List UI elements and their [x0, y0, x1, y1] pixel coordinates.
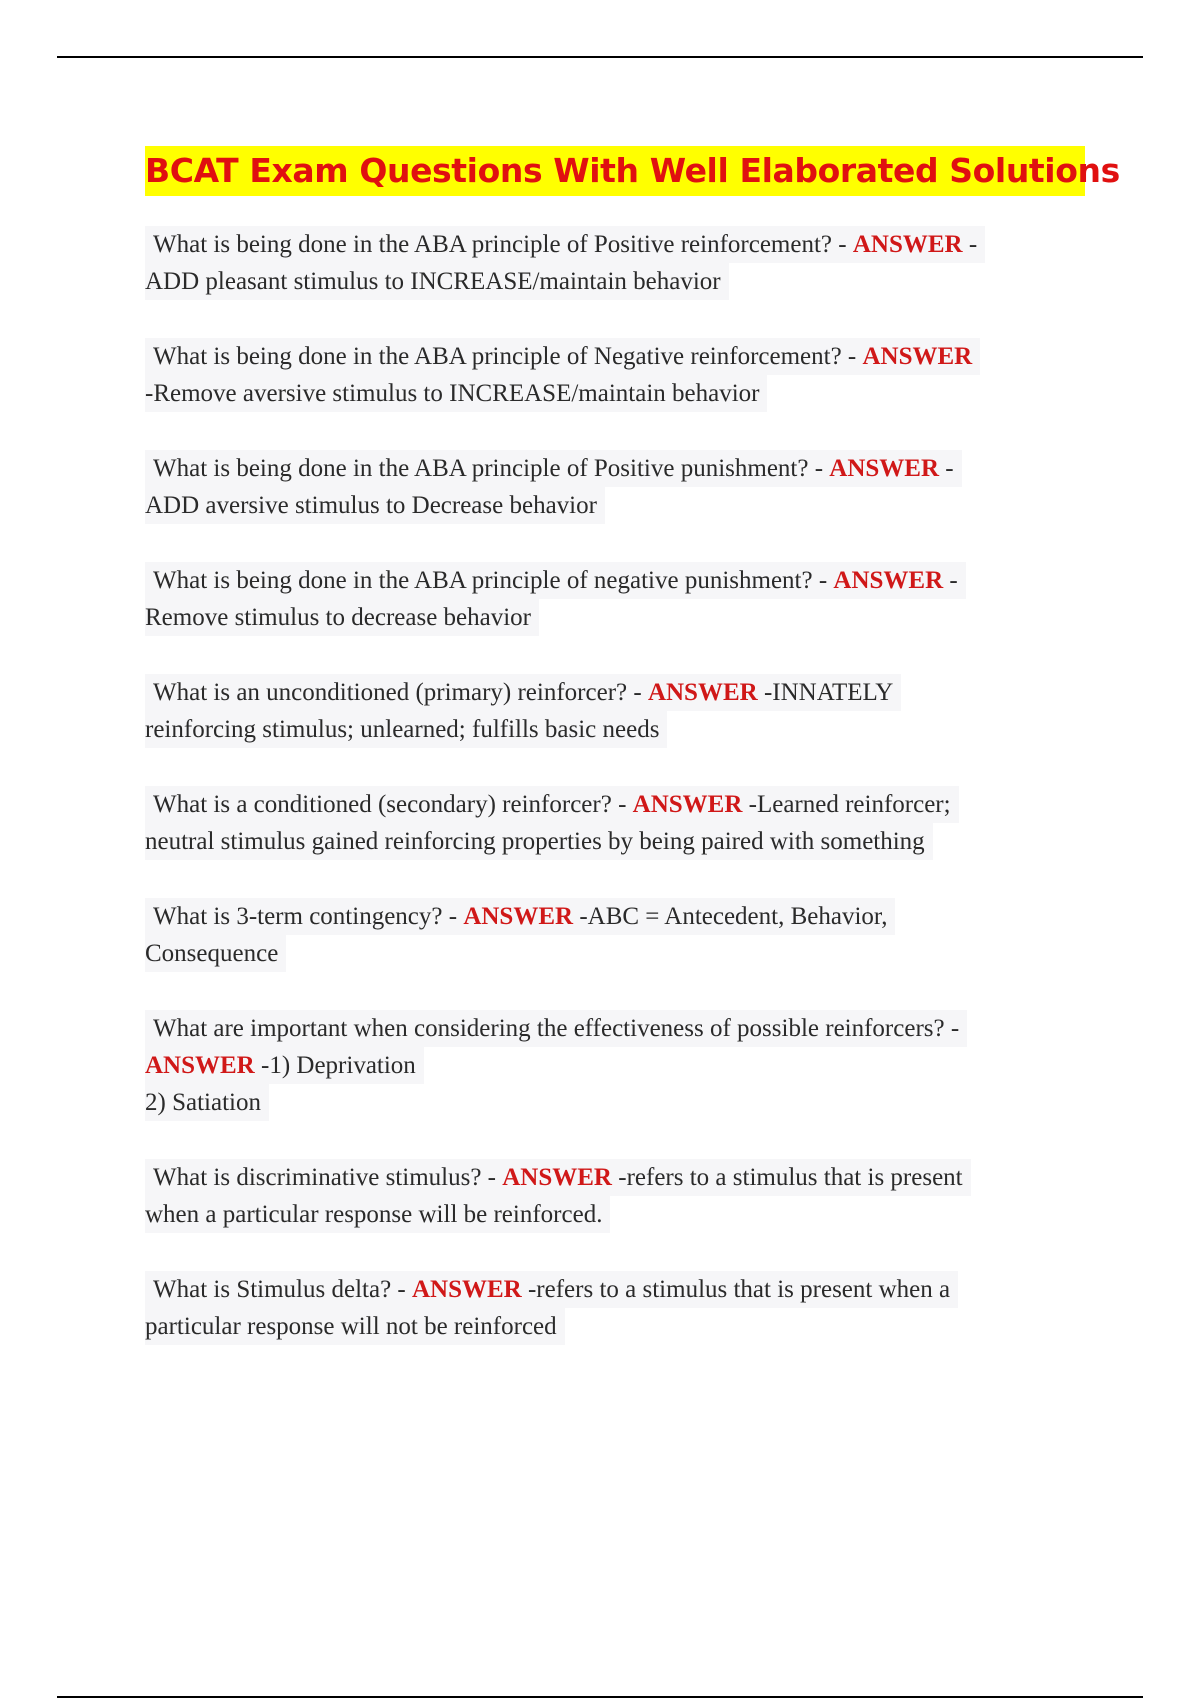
- answer-text: neutral stimulus gained reinforcing properties by being paired with something: [145, 823, 933, 860]
- question-text: What is being done in the ABA principle of Positive reinforcement? -: [153, 231, 853, 258]
- qa-item: [145, 674, 1090, 748]
- answer-text: -: [943, 567, 958, 594]
- answer-label: ANSWER: [862, 343, 973, 370]
- question-text: What is an unconditioned (primary) reinforcer? -: [153, 679, 648, 706]
- question-text: What is Stimulus delta? -: [153, 1276, 412, 1303]
- answer-label: ANSWER: [145, 1052, 255, 1079]
- answer-label: ANSWER: [852, 231, 963, 258]
- qa-item: [145, 898, 1090, 972]
- answer-label: ANSWER: [463, 903, 574, 930]
- answer-text: 2) Satiation: [145, 1084, 269, 1121]
- qa-list: [145, 226, 1090, 1383]
- question-text: What is discriminative stimulus? -: [153, 1164, 503, 1191]
- answer-text: ADD pleasant stimulus to INCREASE/maintain behavior: [145, 263, 729, 300]
- header-rule: [57, 56, 1143, 58]
- answer-label: ANSWER: [829, 455, 940, 482]
- footer-rule: [57, 1696, 1143, 1698]
- answer-text: -: [962, 231, 978, 258]
- answer-text: ADD aversive stimulus to Decrease behavior: [145, 487, 605, 524]
- qa-item: [145, 1271, 1090, 1345]
- answer-text: -refers to a stimulus that is present: [612, 1164, 963, 1191]
- question-text: What is being done in the ABA principle of Positive punishment? -: [153, 455, 830, 482]
- answer-text: -Learned reinforcer;: [742, 791, 951, 818]
- qa-item: [145, 1159, 1090, 1233]
- qa-item: [145, 786, 1090, 860]
- answer-label: ANSWER: [502, 1164, 612, 1191]
- answer-text: -INNATELY: [757, 679, 894, 706]
- answer-text: -Remove aversive stimulus to INCREASE/maintain behavior: [145, 375, 767, 412]
- qa-item: [145, 450, 1090, 524]
- answer-text: -1) Deprivation: [254, 1052, 416, 1079]
- question-text: What is a conditioned (secondary) reinforcer? -: [153, 791, 633, 818]
- question-text: What is 3-term contingency? -: [153, 903, 464, 930]
- answer-text: when a particular response will be reinforced.: [145, 1196, 610, 1233]
- answer-label: ANSWER: [647, 679, 758, 706]
- answer-text: Remove stimulus to decrease behavior: [145, 599, 539, 636]
- answer-text: -ABC = Antecedent, Behavior,: [573, 903, 888, 930]
- answer-text: -: [939, 455, 954, 482]
- answer-text: reinforcing stimulus; unlearned; fulfills basic needs: [145, 711, 667, 748]
- answer-text: particular response will not be reinforced: [145, 1308, 565, 1345]
- question-text: What is being done in the ABA principle of negative punishment? -: [153, 567, 834, 594]
- answer-text: -refers to a stimulus that is present when a: [521, 1276, 951, 1303]
- answer-label: ANSWER: [411, 1276, 522, 1303]
- document-title: BCAT Exam Questions With Well Elaborated Solutions: [145, 151, 1120, 190]
- title-highlight: [145, 146, 1120, 196]
- qa-item: [145, 226, 1090, 300]
- answer-label: ANSWER: [833, 567, 944, 594]
- answer-label: ANSWER: [632, 791, 743, 818]
- question-text: What are important when considering the effectiveness of possible reinforcers? -: [153, 1015, 960, 1042]
- answer-text: Consequence: [145, 935, 286, 972]
- question-text: What is being done in the ABA principle of Negative reinforcement? -: [153, 343, 863, 370]
- qa-item: [145, 1010, 1090, 1121]
- qa-item: [145, 562, 1090, 636]
- qa-item: [145, 338, 1090, 412]
